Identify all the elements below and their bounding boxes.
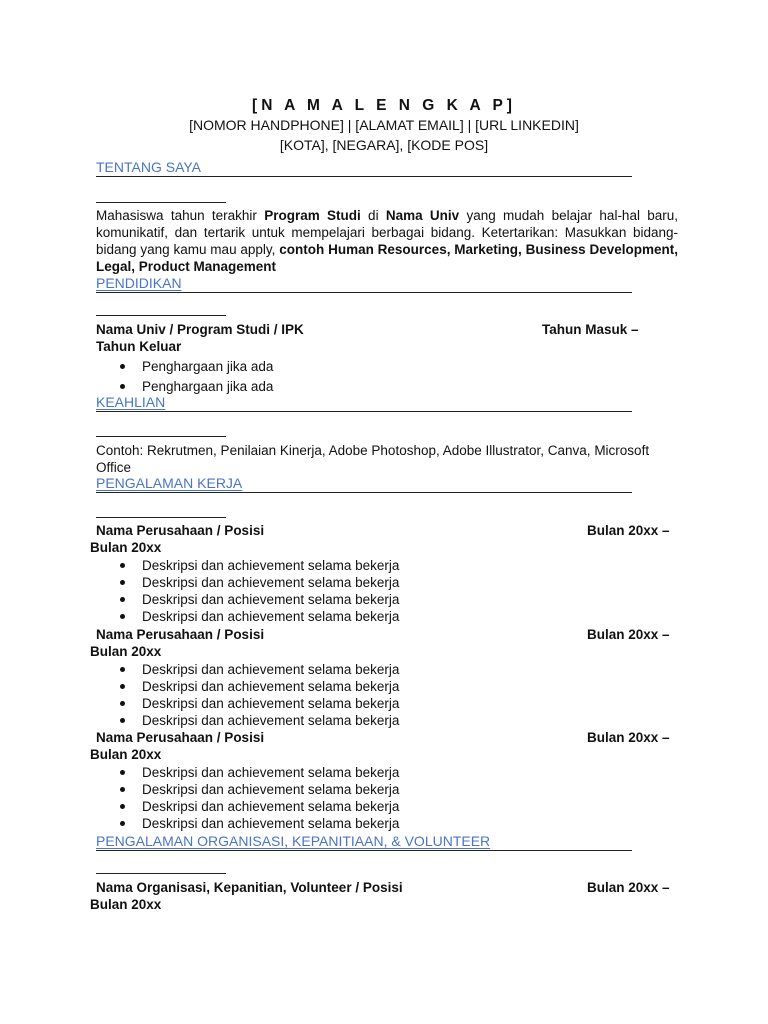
about-university: Nama Univ bbox=[385, 208, 460, 223]
section-divider bbox=[96, 517, 226, 518]
section-experience-title: PENGALAMAN KERJA bbox=[96, 475, 243, 491]
education-line: Nama Univ / Program Studi / IPK bbox=[96, 322, 304, 337]
section-divider bbox=[96, 315, 226, 316]
list-item: Deskripsi dan achievement selama bekerja bbox=[96, 695, 399, 712]
education-awards-list bbox=[96, 358, 273, 395]
list-item: Deskripsi dan achievement selama bekerja bbox=[96, 712, 399, 729]
organization-line: Nama Organisasi, Kepanitian, Volunteer / Posisi bbox=[96, 880, 403, 895]
organization-start: Bulan 20xx – bbox=[587, 880, 670, 895]
skills-text: Contoh: Rekrutmen, Penilaian Kinerja, Adobe Photoshop, Adobe Illustrator, Canva, Microsoft Office bbox=[96, 443, 650, 475]
section-organization-heading bbox=[96, 833, 632, 851]
list-item: Penghargaan jika ada bbox=[96, 378, 273, 395]
list-item: Deskripsi dan achievement selama bekerja bbox=[96, 764, 399, 781]
job-start: Bulan 20xx – bbox=[587, 627, 670, 642]
organization-end: Bulan 20xx bbox=[90, 897, 162, 912]
list-item: Deskripsi dan achievement selama bekerja bbox=[96, 557, 399, 574]
about-interests: contoh Human Resources, Marketing, Business Development, Legal, Product Management bbox=[96, 242, 678, 274]
list-item: Deskripsi dan achievement selama bekerja bbox=[96, 661, 399, 678]
section-divider bbox=[96, 873, 226, 874]
contact-info: [NOMOR HANDPHONE] | [ALAMAT EMAIL] | [URL LINKEDIN] bbox=[189, 117, 579, 133]
job-end: Bulan 20xx bbox=[90, 747, 162, 762]
job-start: Bulan 20xx – bbox=[587, 523, 670, 538]
list-item: Deskripsi dan achievement selama bekerja bbox=[96, 815, 399, 832]
full-name: [N A M A L E N G K A P] bbox=[252, 97, 516, 114]
job-description-list bbox=[96, 557, 399, 625]
list-item: Deskripsi dan achievement selama bekerja bbox=[96, 798, 399, 815]
about-study-program: Program Studi bbox=[264, 208, 361, 223]
section-education-title: PENDIDIKAN bbox=[96, 275, 182, 291]
job-description-list bbox=[96, 661, 399, 729]
list-item: Deskripsi dan achievement selama bekerja bbox=[96, 678, 399, 695]
job-company: Nama Perusahaan / Posisi bbox=[96, 730, 265, 745]
job-company: Nama Perusahaan / Posisi bbox=[96, 627, 265, 642]
section-skills-title: KEAHLIAN bbox=[96, 394, 166, 410]
about-text: Mahasiswa tahun terakhir bbox=[96, 208, 265, 223]
job-start: Bulan 20xx – bbox=[587, 730, 670, 745]
list-item: Deskripsi dan achievement selama bekerja bbox=[96, 574, 399, 591]
section-organization-title: PENGALAMAN ORGANISASI, KEPANITIAAN, & VOLUNTEER bbox=[96, 833, 491, 849]
section-education-heading bbox=[96, 275, 632, 293]
education-year-in: Tahun Masuk – bbox=[542, 322, 639, 337]
location-info: [KOTA], [NEGARA], [KODE POS] bbox=[279, 137, 489, 153]
education-year-out: Tahun Keluar bbox=[96, 339, 182, 354]
about-text: di bbox=[360, 208, 386, 223]
job-end: Bulan 20xx bbox=[90, 644, 162, 659]
section-about-heading bbox=[96, 159, 632, 177]
list-item: Deskripsi dan achievement selama bekerja bbox=[96, 781, 399, 798]
list-item: Penghargaan jika ada bbox=[96, 358, 273, 375]
job-company: Nama Perusahaan / Posisi bbox=[96, 523, 265, 538]
section-divider bbox=[96, 436, 226, 437]
about-text: yang mudah belajar hal-hal baru, komunikatif, dan tertarik untuk mempelajari berbagai bidang. Ketertarikan: Masukkan bidang-bidang yang kamu mau apply, bbox=[96, 208, 679, 257]
section-skills-heading bbox=[96, 394, 632, 412]
section-about-title: TENTANG SAYA bbox=[96, 159, 202, 175]
job-description-list bbox=[96, 764, 399, 832]
section-experience-heading bbox=[96, 475, 632, 493]
job-end: Bulan 20xx bbox=[90, 540, 162, 555]
list-item: Deskripsi dan achievement selama bekerja bbox=[96, 591, 399, 608]
about-paragraph bbox=[96, 207, 678, 275]
list-item: Deskripsi dan achievement selama bekerja bbox=[96, 608, 399, 625]
section-divider bbox=[96, 202, 226, 203]
